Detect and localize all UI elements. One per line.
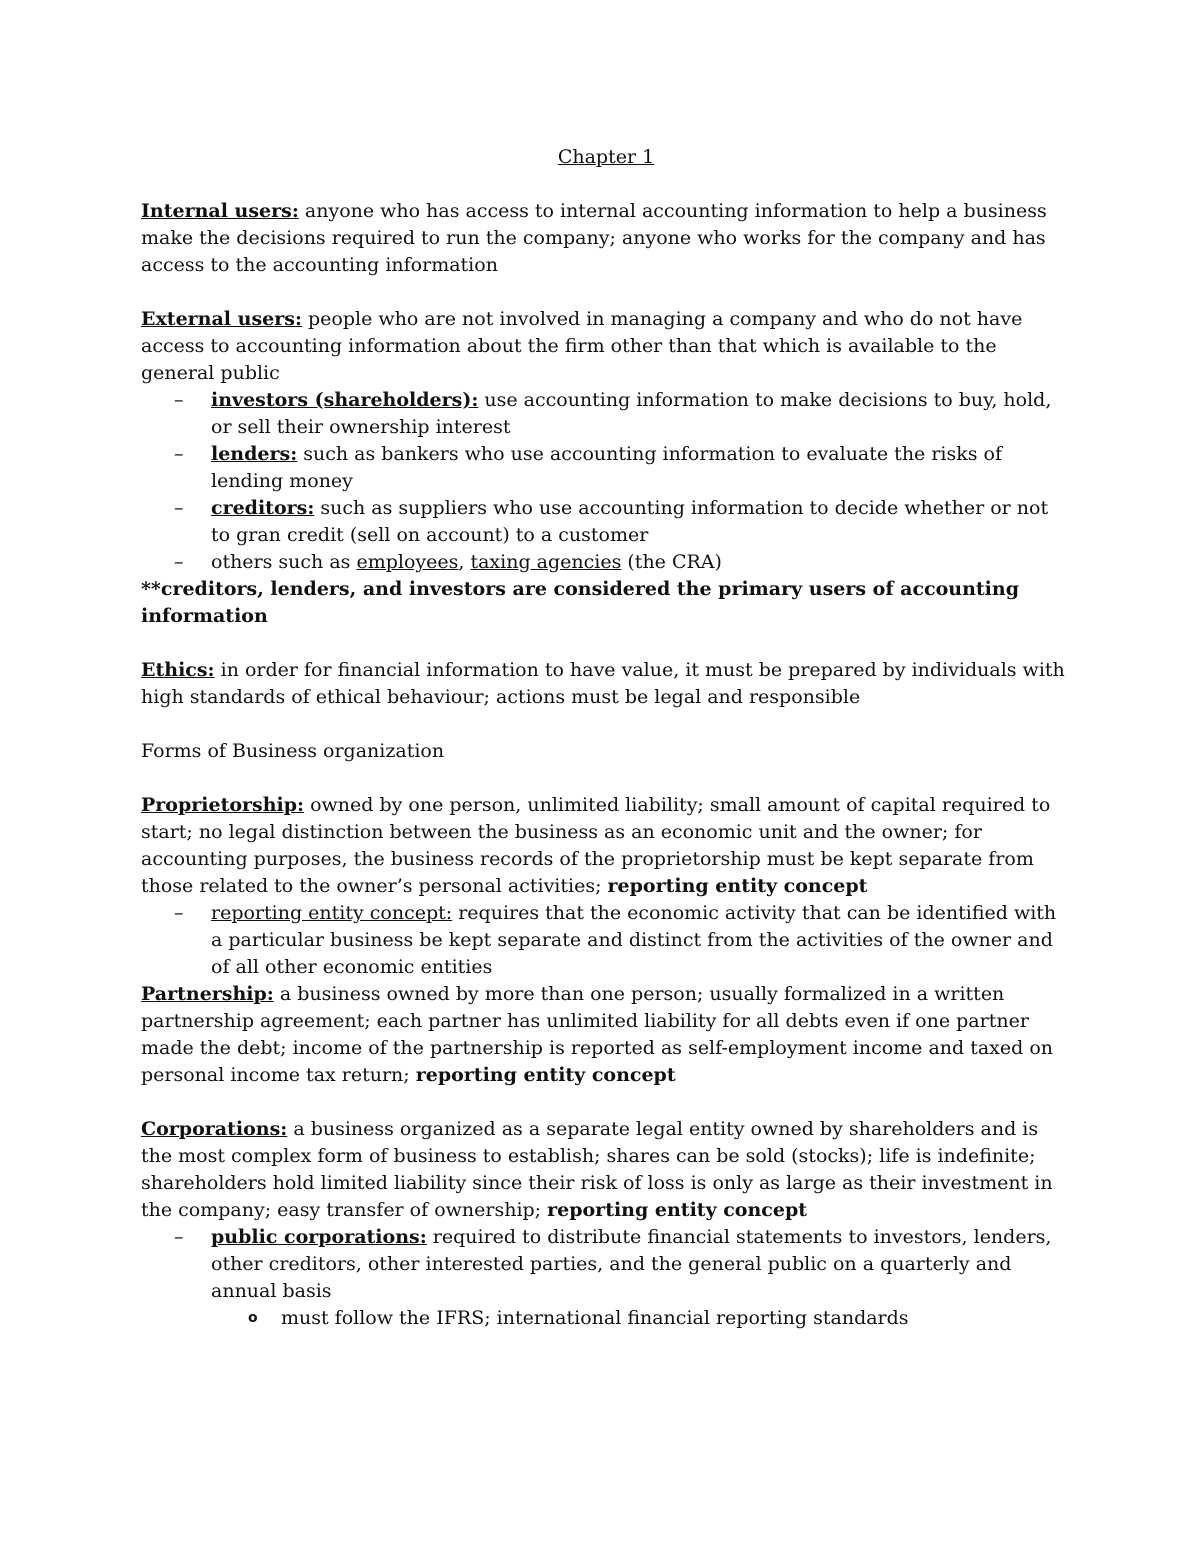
proprietorship-concept: reporting entity concept xyxy=(607,875,868,897)
investors-text: use accounting information to make decisions to buy, hold, or sell their ownership interest xyxy=(211,389,1052,438)
creditors-term: creditors: xyxy=(211,497,315,519)
dash-marker: – xyxy=(174,389,184,411)
others-suffix: (the CRA) xyxy=(621,551,722,573)
external-users-term: External users: xyxy=(141,308,302,330)
creditors-text: such as suppliers who use accounting information to decide whether or not to gran credit (sell on account) to a customer xyxy=(211,497,1049,546)
public-corporations-sublist xyxy=(141,1305,1071,1332)
list-item-public-corporations xyxy=(141,1224,1071,1305)
circle-bullet-icon: o xyxy=(248,1310,258,1326)
internal-users-paragraph xyxy=(141,198,1071,279)
proprietorship-text: owned by one person, unlimited liability; small amount of capital required to start; no legal distinction between the business as an economic unit and the owner; for accounting purposes, the business records of the proprietorship must be kept separate from those related to the owner’s personal activities; xyxy=(141,794,1051,897)
partnership-paragraph xyxy=(141,981,1071,1089)
list-item-reporting-entity xyxy=(141,900,1071,981)
lenders-text: such as bankers who use accounting information to evaluate the risks of lending money xyxy=(211,443,1003,492)
corporations-term: Corporations: xyxy=(141,1118,288,1140)
corporations-list xyxy=(141,1224,1071,1305)
document-body xyxy=(141,144,1071,1332)
taxing-agencies-term: taxing agencies xyxy=(470,551,622,573)
list-item-creditors xyxy=(141,495,1071,549)
list-item-ifrs xyxy=(141,1305,1071,1332)
forms-heading: Forms of Business organization xyxy=(141,740,445,762)
reporting-entity-term: reporting entity concept: xyxy=(211,902,453,924)
others-prefix: others such as xyxy=(211,551,357,573)
employees-term: employees xyxy=(356,551,459,573)
others-comma: , xyxy=(458,551,471,573)
dash-marker: – xyxy=(174,443,184,465)
internal-users-text: anyone who has access to internal accounting information to help a business make the decisions required to run the company; anyone who works for the company and has access to the accounting information xyxy=(141,200,1047,276)
lenders-term: lenders: xyxy=(211,443,298,465)
page-title xyxy=(141,144,1071,171)
ethics-paragraph xyxy=(141,657,1071,711)
ifrs-text: must follow the IFRS; international financial reporting standards xyxy=(281,1307,909,1329)
proprietorship-term: Proprietorship: xyxy=(141,794,305,816)
proprietorship-paragraph xyxy=(141,792,1071,900)
ethics-text: in order for financial information to have value, it must be prepared by individuals with high standards of ethical behaviour; actions must be legal and responsible xyxy=(141,659,1065,708)
internal-users-term: Internal users: xyxy=(141,200,299,222)
dash-marker: – xyxy=(174,1226,184,1248)
list-item-investors xyxy=(141,387,1071,441)
partnership-text: a business owned by more than one person; usually formalized in a written partnership agreement; each partner has unlimited liability for all debts even if one partner made the debt; income of the partnership is reported as self-employment income and taxed on personal income tax return; xyxy=(141,983,1054,1086)
external-users-list xyxy=(141,387,1071,576)
investors-term: investors (shareholders): xyxy=(211,389,479,411)
external-users-paragraph xyxy=(141,306,1071,387)
public-corporations-term: public corporations: xyxy=(211,1226,427,1248)
reporting-entity-text: requires that the economic activity that can be identified with a particular business be kept separate and distinct from the activities of the owner and of all other economic entities xyxy=(211,902,1057,978)
chapter-title: Chapter 1 xyxy=(557,146,655,168)
corporations-paragraph xyxy=(141,1116,1071,1224)
partnership-term: Partnership: xyxy=(141,983,274,1005)
ethics-term: Ethics: xyxy=(141,659,215,681)
list-item-others xyxy=(141,549,1071,576)
external-users-text: people who are not involved in managing a company and who do not have access to accounting information about the firm other than that which is available to the general public xyxy=(141,308,1023,384)
dash-marker: – xyxy=(174,902,184,924)
corporations-text: a business organized as a separate legal entity owned by shareholders and is the most complex form of business to establish; shares can be sold (stocks); life is indefinite; shareholders hold limited liability since their risk of loss is only as large as their investment in the company; easy transfer of ownership; xyxy=(141,1118,1053,1221)
proprietorship-list xyxy=(141,900,1071,981)
primary-users-note: **creditors, lenders, and investors are considered the primary users of accounting information xyxy=(141,578,1019,627)
dash-marker: – xyxy=(174,551,184,573)
public-corporations-text: required to distribute financial statements to investors, lenders, other creditors, other interested parties, and the general public on a quarterly and annual basis xyxy=(211,1226,1052,1302)
dash-marker: – xyxy=(174,497,184,519)
corporations-concept: reporting entity concept xyxy=(547,1199,808,1221)
list-item-lenders xyxy=(141,441,1071,495)
partnership-concept: reporting entity concept xyxy=(415,1064,676,1086)
